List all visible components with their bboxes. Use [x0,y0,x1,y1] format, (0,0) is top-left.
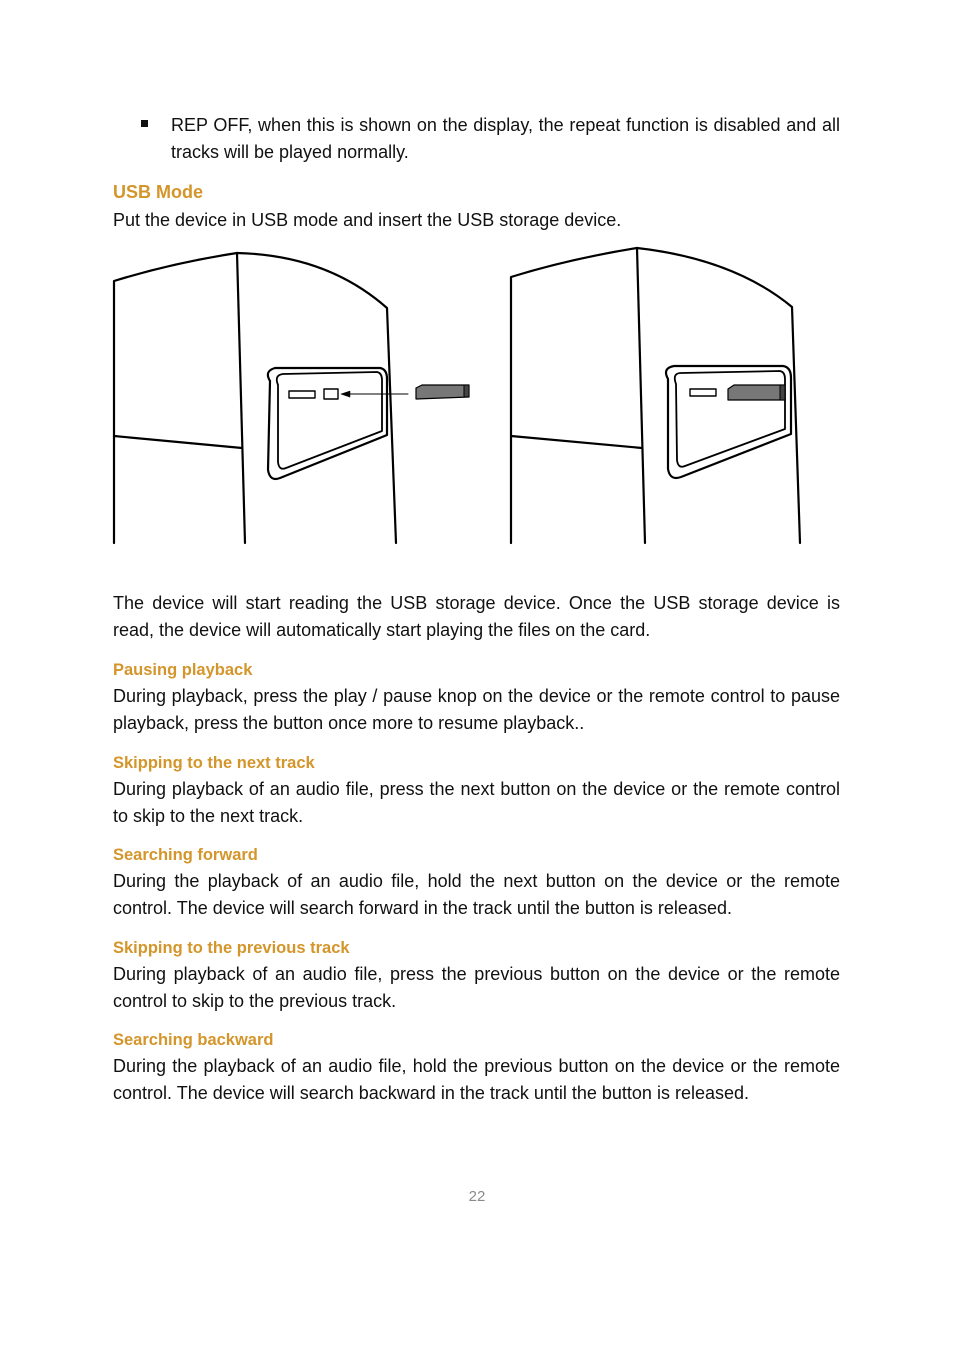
heading-skipping-previous-track: Skipping to the previous track [113,939,350,957]
text-skipping-next-track: During playback of an audio file, press the next button on the device or the remote control to skip to the next track. [113,779,840,826]
usb-stick-inserted-icon [728,385,785,400]
square-bullet-icon [141,120,148,127]
device-after-insert [511,248,800,543]
usb-stick-icon [416,385,469,399]
heading-searching-forward: Searching forward [113,846,258,864]
page-number: 22 [468,1188,486,1205]
usb-mode-intro: Put the device in USB mode and insert the USB storage device. [113,210,622,230]
section-heading-usb-mode: USB Mode [113,182,203,202]
heading-skipping-next-track: Skipping to the next track [113,754,315,772]
text-searching-forward: During the playback of an audio file, hold the next button on the device or the remote control. The device will search forward in the track until the button is released. [113,871,840,918]
device-before-insert [114,253,469,543]
usb-insertion-illustration [112,245,804,545]
text-skipping-previous-track: During playback of an audio file, press the previous button on the device or the remote control to skip to the previous track. [113,964,840,1011]
usb-mode-description: The device will start reading the USB storage device. Once the USB storage device is read, the device will automatically start playing the files on the card. [113,593,840,640]
heading-pausing-playback: Pausing playback [113,661,253,679]
heading-searching-backward: Searching backward [113,1031,274,1049]
bullet-text: REP OFF, when this is shown on the display, the repeat function is disabled and all tracks will be played normally. [171,115,840,162]
text-searching-backward: During the playback of an audio file, hold the previous button on the device or the remote control. The device will search backward in the track until the button is released. [113,1056,840,1103]
text-pausing-playback: During playback, press the play / pause knop on the device or the remote control to pause playback, press the button once more to resume playback.. [113,686,840,733]
